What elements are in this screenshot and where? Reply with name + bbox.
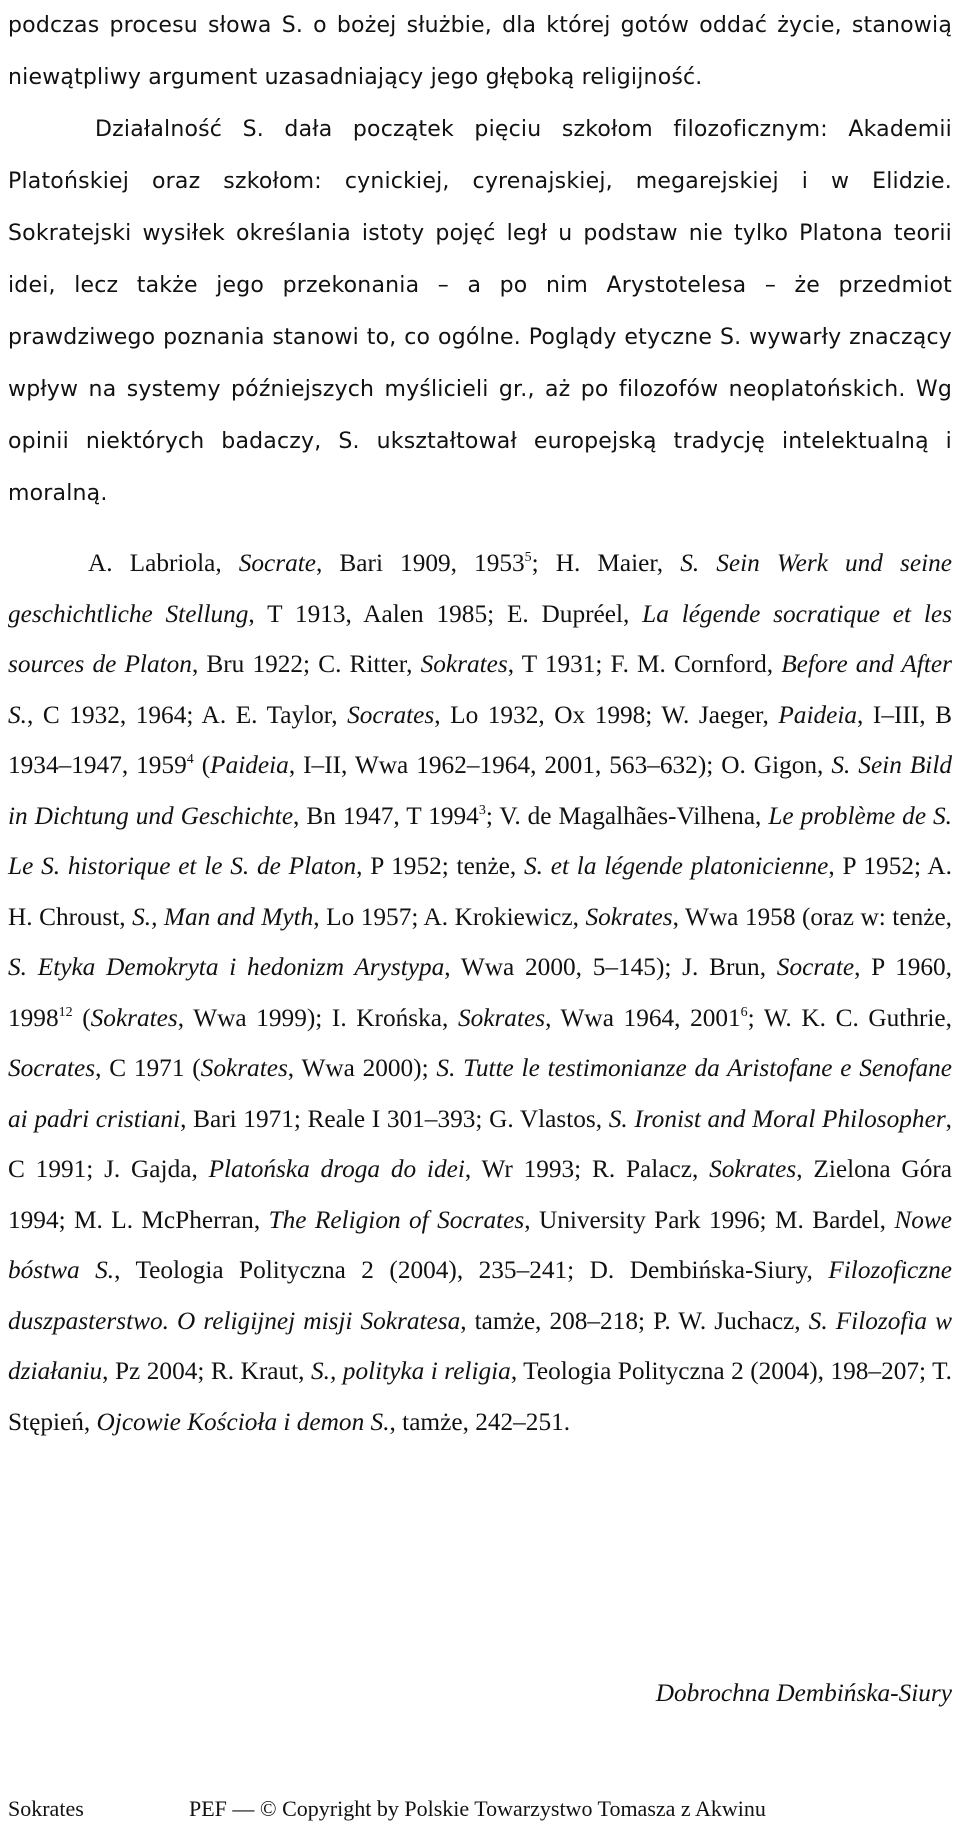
bib-text: ; H. Maier, xyxy=(531,549,681,577)
bib-title: Ojcowie Kościoła i demon S. xyxy=(96,1407,390,1436)
bib-title: S., polityka i religia xyxy=(311,1357,511,1385)
bib-text: ; W. K. C. Guthrie, xyxy=(747,1003,952,1032)
bib-title: Paideia xyxy=(210,751,289,779)
bib-text: ( xyxy=(193,751,211,779)
bib-text: , University Park 1996; M. Bardel, xyxy=(524,1205,895,1234)
bib-title: S. Tutte le testimonianze da Aristofane e Senofane ai padri cristiani xyxy=(8,1054,953,1133)
bib-title: Sokrates xyxy=(709,1155,797,1183)
bib-text: , tamże, 242–251. xyxy=(389,1407,571,1436)
bib-title: Sokrates xyxy=(585,902,673,931)
bib-text: , Bru 1922; C. Ritter, xyxy=(191,650,421,678)
paragraph-text: podczas procesu słowa S. o bożej służbie, dla której gotów oddać życie, stanowią niewątpliwy argument uzasadniający jego głęboką religijność. xyxy=(8,13,952,90)
bib-text: , Bari 1909, 1953 xyxy=(316,549,525,577)
bib-title: S. Ironist and Moral Philosopher xyxy=(608,1104,946,1133)
bib-title: S. Etyka Demokryta i hedonizm Arystypa xyxy=(8,953,445,981)
footer-entry-title: Sokrates xyxy=(8,1796,84,1821)
edition-superscript: 4 xyxy=(186,752,194,767)
bib-text: , C 1932, 1964; A. E. Taylor, xyxy=(26,700,348,729)
author-signature: Dobrochna Dembińska-Siury xyxy=(655,1679,952,1707)
bib-text: , I–II, Wwa 1962–1964, 2001, 563–632); O. Gigon, xyxy=(288,751,832,779)
bib-text: , Bari 1971; Reale I 301–393; G. Vlastos, xyxy=(180,1104,609,1133)
bib-text: , Wwa 1964, 2001 xyxy=(545,1003,741,1032)
bib-text: , P 1952; tenże, xyxy=(356,852,525,880)
bib-title: Socrates xyxy=(8,1054,96,1082)
bib-title: S., Man and Myth xyxy=(132,902,314,931)
bib-text: , P 1960, 1998 xyxy=(8,953,952,1032)
bib-text: , Lo 1957; A. Krokiewicz, xyxy=(313,902,586,931)
document-page xyxy=(8,0,952,1824)
bibliography xyxy=(8,538,952,1447)
bib-text: , I–III, B 1934–1947, 1959 xyxy=(8,700,953,779)
bib-title: S. et la légende platonicienne xyxy=(524,852,829,880)
bib-title: S. Filozofia w działaniu xyxy=(8,1306,953,1385)
bib-text: , Wwa 2000, 5–145); J. Brun, xyxy=(444,953,777,981)
edition-superscript: 12 xyxy=(58,1004,73,1020)
bib-title: Sokrates xyxy=(420,650,508,678)
bib-text: ; V. de Magalhães-Vilhena, xyxy=(485,801,769,830)
bib-text: , Wwa 2000); xyxy=(287,1054,437,1082)
bib-text: ( xyxy=(72,1003,91,1032)
bib-title: Socrates xyxy=(347,700,435,729)
bib-text: , P 1952; A. H. Chroust, xyxy=(8,852,952,931)
bib-text: , Wwa 1999); I. Krońska, xyxy=(177,1003,458,1032)
bib-title: Before and After S. xyxy=(8,650,952,729)
bib-title: Platońska droga do idei xyxy=(208,1155,465,1183)
bib-title: Paideia xyxy=(778,700,858,729)
bib-title: Socrate xyxy=(776,953,855,981)
edition-superscript: 5 xyxy=(524,550,532,565)
bib-text: , Bn 1947, T 1994 xyxy=(293,801,479,830)
bib-text: , T 1913, Aalen 1985; E. Dupréel, xyxy=(248,599,643,628)
paragraph-text: Działalność S. dała początek pięciu szkołom filozoficznym: Akademii Platońskiej oraz szkołom: cynickiej, cyrenajskiej, megarejskiej i w Elidzie. Sokratejski wysiłek określania istoty pojęć legł u podstaw nie tylko Platona teorii idei, lecz także jego przekonania – a po nim Arystotelesa – że przedmiot prawdziwego poznania stanowi to, co ogólne. Poglądy etyczne S. wywarły znaczący wpływ na systemy późniejszych myślicieli gr., aż po filozofów neoplatońskich. Wg opinii niektórych badaczy, S. ukształtował europejską tradycję intelektualną i moralną. xyxy=(8,117,952,506)
bib-text: , Pz 2004; R. Kraut, xyxy=(102,1357,311,1385)
bib-title: S. Sein Werk und seine geschichtliche Stellung xyxy=(8,549,952,628)
bib-title: Filozoficzne duszpasterstwo. O religijnej misji Sokratesa xyxy=(8,1256,952,1335)
bib-text: , T 1931; F. M. Cornford, xyxy=(507,650,782,678)
bib-title: Sokrates xyxy=(457,1003,546,1032)
body-paragraph-continued xyxy=(8,0,952,520)
bib-title: Sokrates xyxy=(90,1003,178,1032)
bib-title: Sokrates xyxy=(200,1054,288,1082)
bib-text: , C 1991; J. Gajda, xyxy=(8,1104,952,1183)
bib-text: , Zielona Góra 1994; M. L. McPherran, xyxy=(8,1155,952,1234)
bib-text: , Teologia Polityczna 2 (2004), 198–207; T. Stępień, xyxy=(8,1357,952,1436)
bib-text: A. Labriola, xyxy=(88,549,239,577)
edition-superscript: 6 xyxy=(740,1004,748,1020)
bib-title: Socrate xyxy=(238,549,317,577)
bib-title: La légende socratique et les sources de Platon xyxy=(8,599,952,678)
bib-text: , Teologia Polityczna 2 (2004), 235–241; D. Dembińska-Siury, xyxy=(114,1256,829,1284)
bib-title: S. Sein Bild in Dichtung und Geschichte xyxy=(8,751,952,830)
bib-text: , tamże, 208–218; P. W. Juchacz, xyxy=(460,1306,809,1335)
edition-superscript: 3 xyxy=(478,802,486,818)
bib-title: The Religion of Socrates xyxy=(268,1205,525,1234)
bib-text: , Wwa 1958 (oraz w: tenże, xyxy=(672,902,952,931)
bib-text: , Wr 1993; R. Palacz, xyxy=(464,1155,710,1183)
bib-text: , C 1971 ( xyxy=(95,1054,201,1082)
bib-title: Nowe bóstwa S. xyxy=(8,1205,952,1284)
footer-copyright: PEF — © Copyright by Polskie Towarzystwo Tomasza z Akwinu xyxy=(189,1796,766,1821)
bib-text: , Lo 1932, Ox 1998; W. Jaeger, xyxy=(434,700,779,729)
bib-title: Le problème de S. Le S. historique et le S. de Platon xyxy=(8,801,952,880)
